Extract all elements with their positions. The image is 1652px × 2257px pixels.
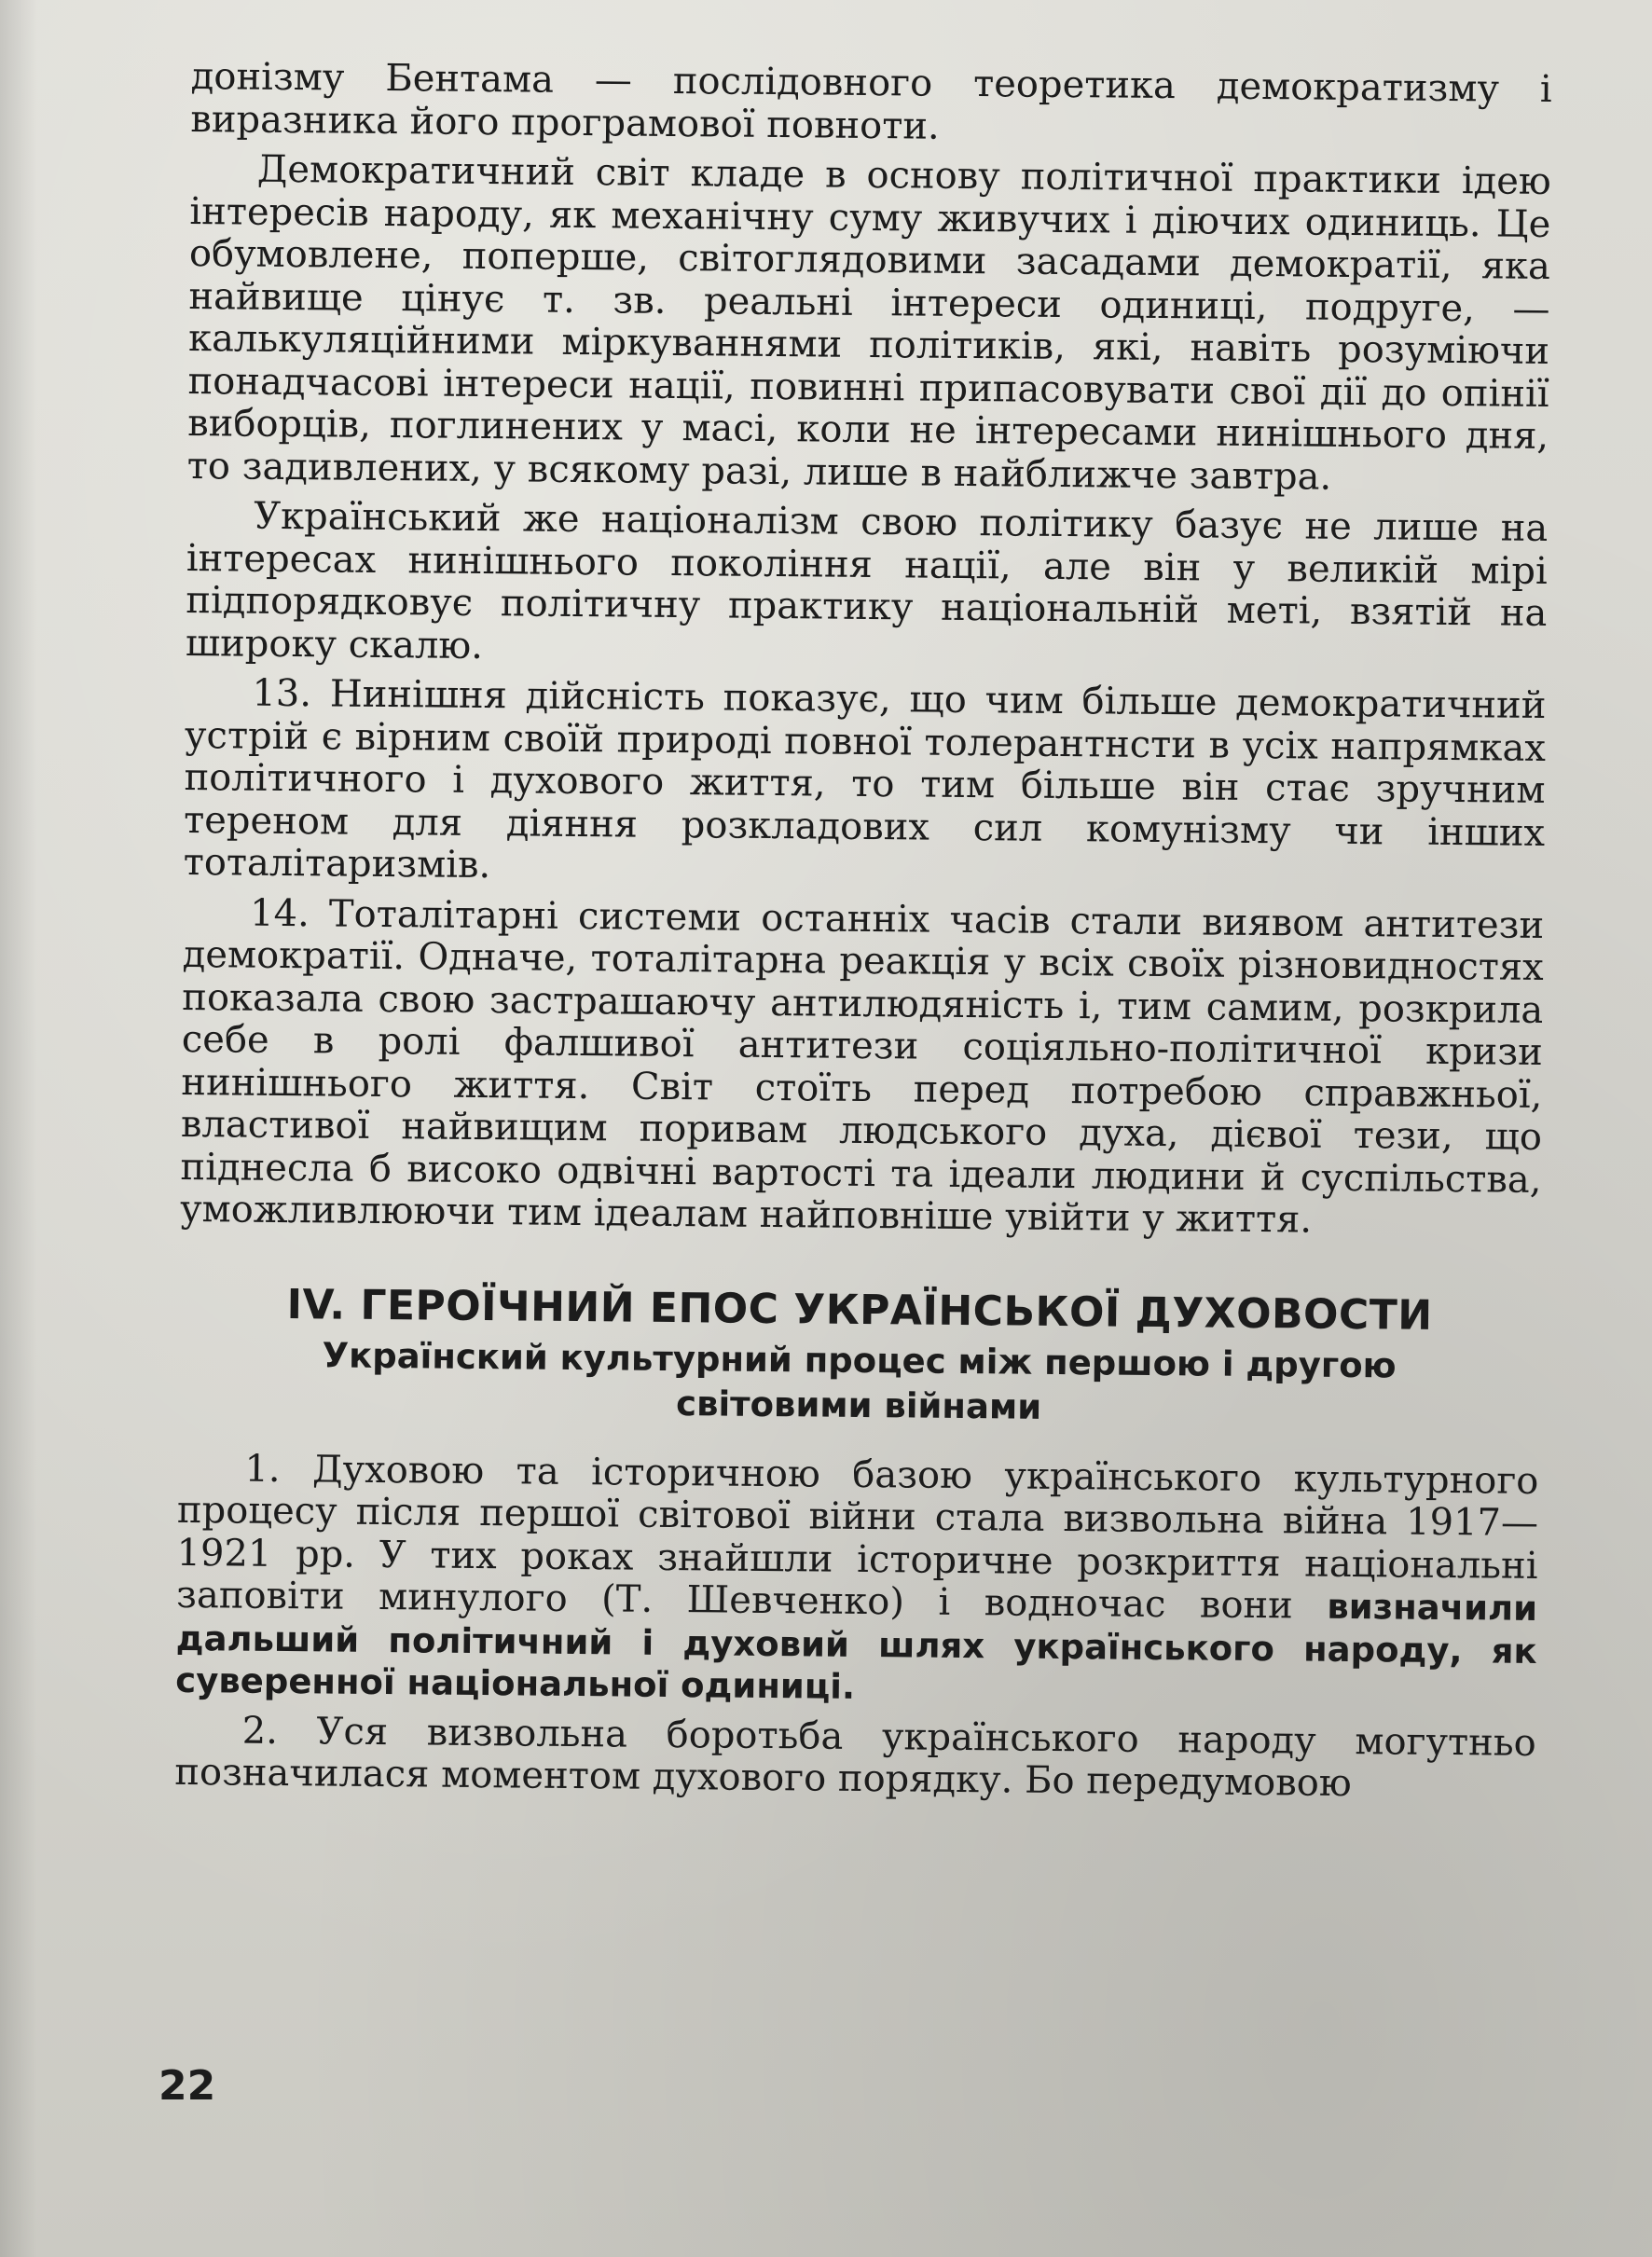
section-paragraph-1-bold: визначили дальший політичний і духовий шлях українського народу, як суверенної національної одиниці. [175, 1586, 1538, 1707]
section-paragraph-1-regular: 1. Духовою та історичною базою українського культурного процесу після першої світової війни стала визвольна війна 1917—1921 рр. У тих роках знайшли історичне розкриття національні заповіти минулого (Т. Шевченко) і водночас вони [175, 1447, 1539, 1628]
page-number: 22 [158, 2062, 216, 2110]
paragraph-13: 13. Нинішня дійсність показує, що чим більше демократичний устрій є вірним своїй природі повної толерантнсти в усіх напрямках політичного і духового життя, то тим більше він стає зручним тереном для діяння розкладових сил комунізму чи інших тоталітаризмів. [183, 671, 1547, 888]
chapter-title: IV. ГЕРОЇЧНИЙ ЕПОС УКРАЇНСЬКОЇ ДУХОВОСТИ [286, 1280, 1433, 1340]
chapter-subtitle-line-2: світовими війнами [675, 1383, 1042, 1427]
paragraph-continuation: донізму Бентама — послідовного теоретика демократизму і виразника його програмової повноти. [190, 55, 1552, 148]
chapter-subtitle-line-1: Українский культурний процес між першою і другою [322, 1334, 1397, 1385]
paragraph-14: 14. Тоталітарні системи останніх часів стали виявом антитези демократії. Одначе, тоталітарна реакція у всіх своїх різновидностях показала свою застрашаючу антилюдяність і, тим самим, розкрила себе в ролі фалшивої антитези соціяльно-політичної кризи нинішнього життя. Світ стоїть перед потребою справжньої, властивої найвищим поривам людського духа, дієвої тези, що піднесла б високо одвічні вартості та ідеали людини й суспільства, уможливлюючи тим ідеалам найповніше увійти у життя. [179, 891, 1545, 1242]
paragraph-democratic-world: Демократичний світ кладе в основу політичної практики ідею інтересів народу, як механічну суму живучих і діючих одиниць. Це обумовлене, поперше, світоглядовими засадами демократії, яка найвище цінує т. зв. реальні інтереси одиниці, подруге, — калькуляційними міркуваннями політиків, які, навіть розуміючи понадчасові інтереси нації, повинні припасовувати свої дії до опінії виборців, поглинених у масі, коли не інтересами нинішнього дня, то задивлених, у всякому разі, лише в найближче завтра. [186, 147, 1551, 499]
paragraph-ukrainian-nationalism: Український же націоналізм свою політику базує не лише на інтересах нинішнього покоління нації, але він у великій мірі підпорядковує політичну практику національній меті, взятій на широку скалю. [185, 494, 1549, 667]
page-content [174, 56, 1552, 1807]
page-edge-shadow [0, 0, 37, 2257]
section-paragraph-1 [175, 1447, 1539, 1714]
chapter-heading [178, 1277, 1540, 1432]
section-paragraph-2: 2. Уся визвольна боротьба українського народу могутньо позначилася моментом духового порядку. Бо передумовою [174, 1709, 1536, 1806]
